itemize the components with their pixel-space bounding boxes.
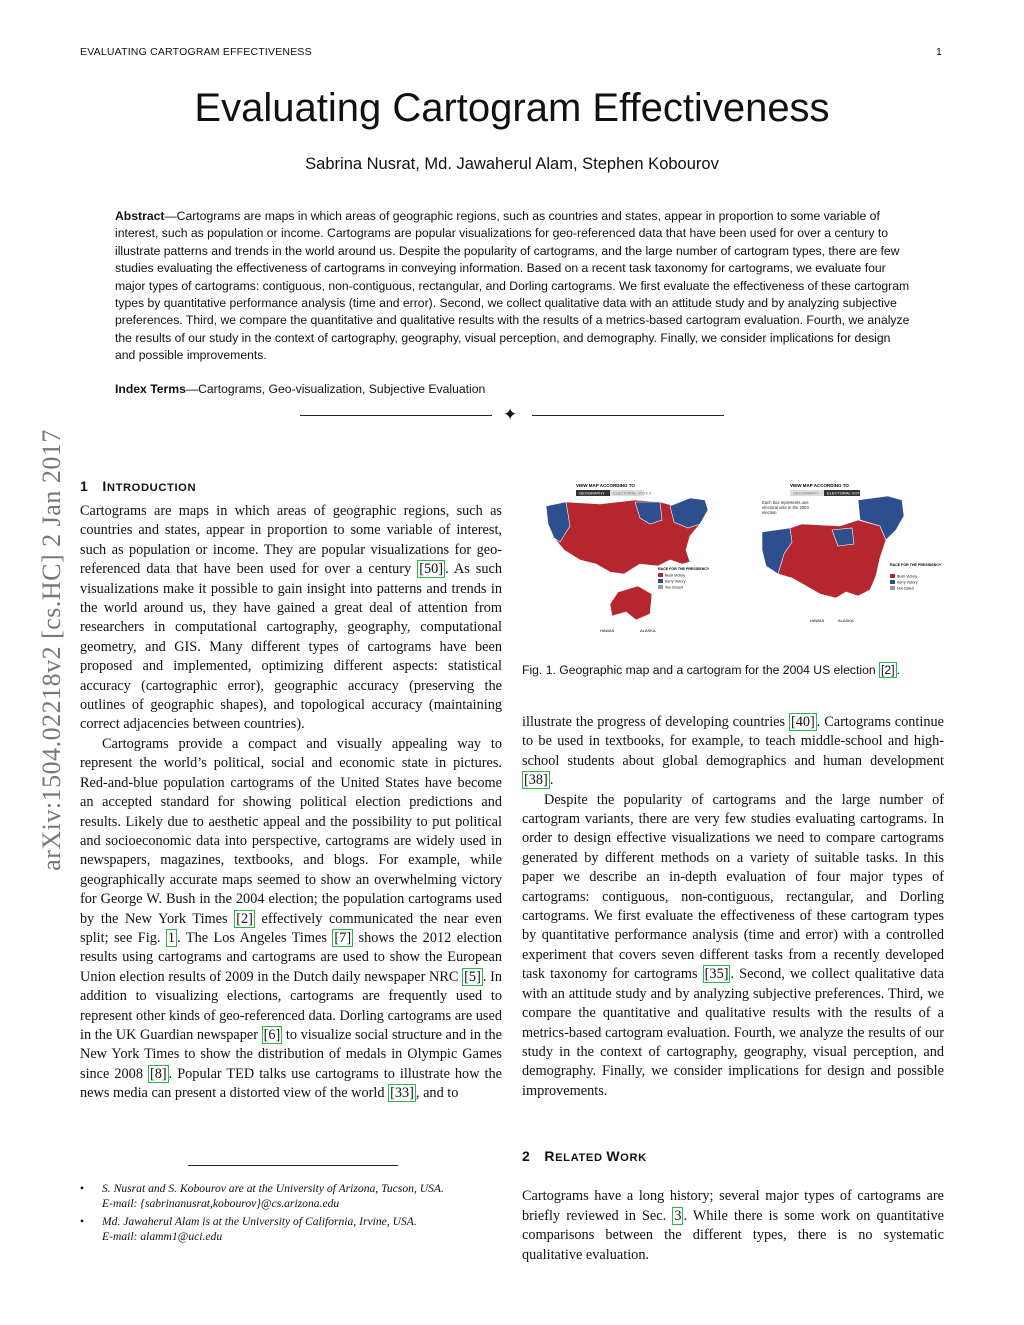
legend-swatch-gray [658,585,663,589]
abstract-label: Abstract [115,209,165,223]
section-title-rest: ELATED [555,1152,607,1164]
text-run: . As such visualizations make it possible to gain insight into patterns and trends in the world around us, they have gained a great deal of attention from researchers in computational cartography, geography, computational geometry, and GIS. Many different types of cartograms have been proposed and implemented, optimizing different aspects: statistical accuracy (cartographic error), geographic accuracy (preserving the outlines of geographic shapes), and topological accuracy (maintaining correct adjacencies between countries). [80,561,502,733]
caption-text: Fig. 1. Geographic map and a cartogram for the 2004 US election [522,663,880,677]
index-terms-label: Index Terms [115,382,186,396]
hawaii-label: HAWAII [810,618,824,623]
alaska-shape [610,586,652,620]
text-run: . While there is some work on quantitative comparisons between the different types, there is no systematic qualitative evaluation. [522,1207,944,1263]
tab-label: GEOGRAPHY [579,490,605,496]
running-head: EVALUATING CARTOGRAM EFFECTIVENESS [80,46,312,58]
arxiv-watermark: arXiv:1504.02218v2 [cs.HC] 2 Jan 2017 [37,429,66,871]
cartogram-note-box [762,500,822,524]
text-run: Cartograms are maps in which areas of geographic regions, such as countries and states, appear in proportion to some variable of interest, such as population or income. They are popular visualizations for geo-referenced data that have been used for over a century [80,503,502,578]
figure-ref-link[interactable]: 1 [167,929,176,946]
electoral-cartogram [762,483,942,623]
citation-link[interactable]: [8] [149,1065,167,1082]
alaska-label: ALASKA [838,618,854,623]
citation-link[interactable]: [2] [881,663,895,677]
page-number: 1 [936,46,942,58]
tab-label: ELECTORAL VOTES [827,490,866,496]
text-run: Cartograms have a long history; several major types of cartograms are briefly reviewed in Sec. [522,1188,944,1224]
text-run: . Popular TED talks use cartograms to illustrate how the news media can present a distorted view of the world [80,1065,502,1102]
right-column [522,713,944,1101]
section-title-rest: ORK [620,1152,647,1164]
footnote-item [80,1214,502,1244]
intro-paragraph-1 [80,502,502,735]
paper-title: Evaluating Cartogram Effectiveness [194,86,830,130]
abstract [115,208,910,365]
intro-paragraph-3 [522,713,944,791]
legend-label: Kerry Victory [897,580,918,585]
index-terms [115,382,485,396]
section-number: 2 [522,1148,531,1164]
divider-star-icon: ✦ [503,405,518,424]
left-column [80,502,502,1104]
legend-swatch-blue [658,579,663,583]
section-title-initial: I [102,478,107,494]
cartogram-note: Each box represents one electoral vote in the 2004 election [762,500,809,515]
text-run: to visualize social structure and in the New York Times to show the distribution of medals in Olympic Games since 2008 [80,1026,502,1082]
alaska-label: ALASKA [640,628,656,633]
citation-link[interactable]: [2] [236,910,253,927]
section-title-rest: NTRODUCTION [106,482,197,494]
map-header: VIEW MAP ACCORDING TO [790,483,849,488]
legend-swatch-red [890,574,895,578]
section-ref-link[interactable]: 3 [674,1207,682,1224]
footnote-rule [188,1165,398,1166]
figure-election-maps [540,480,950,640]
divider-line-left [300,415,492,416]
text-run: effectively communicated the near even split; see Fig. [80,910,502,946]
tab-label: ELECTORAL VOTES [613,490,652,496]
footnotes [80,1181,502,1247]
citation-link[interactable]: [38] [524,772,548,789]
legend-swatch-gray [890,586,895,590]
geographic-map [546,483,710,633]
text-run: illustrate the progress of developing countries [522,714,789,730]
related-work-paragraph-1 [522,1187,944,1265]
section-number: 1 [80,478,89,494]
index-terms-text: —Cartograms, Geo-visualization, Subjective Evaluation [185,382,486,396]
citation-link[interactable]: [5] [464,968,481,985]
text-run: . Cartograms continue to be used in textbooks, for example, to teach middle-school and high-school students about global demographics and human development [522,714,945,769]
legend-label: Kerry Victory [665,579,686,584]
tab-label: GEOGRAPHY [793,490,819,496]
intro-paragraph-2 [80,735,502,1104]
intro-paragraph-4 [522,791,944,1102]
author-list: Sabrina Nusrat, Md. Jawaherul Alam, Stephen Kobourov [305,155,719,173]
text-run: . [549,772,554,789]
section-heading-introduction [80,478,196,494]
citation-link[interactable]: [7] [334,929,352,946]
text-run: Cartograms provide a compact and visually appealing way to represent the world’s political, social and economic state in pictures. Red-and-blue population cartograms of the United States have become an accepted standard for showing political election predictions and results. Likely due to aesthetic appeal and the possibility to put political and socioeconomic data into perspective, cartograms are widely used in newspapers, magazines, textbooks, and blogs. For example, while geographically accurate maps seemed to show an overwhelming victory for George W. Bush in the 2004 election; the population cartograms used by the New York Times [80,735,502,927]
footnote-line: Md. Jawaherul Alam is at the University of California, Irvine, USA. [102,1215,417,1228]
legend-title: RACE FOR THE PRESIDENCY [658,567,710,571]
related-work-column [522,1173,944,1279]
legend-label: Too Closed [665,585,683,590]
citation-link[interactable]: [40] [790,714,815,730]
text-run: Despite the popularity of cartograms and the large number of cartogram variants, there are very few studies evaluating cartograms. In order to design effective visualizations we need to compare cartograms generated by different methods on a variety of suitable tasks. In this paper we describe an in-depth evaluation of four major types of cartograms: contiguous, non-contiguous, rectangular, and Dorling cartograms. We first evaluate the effectiveness of these cartogram types by quantitative performance analysis (time and error) with a controlled experiment that covers seven different tasks from a recently developed task taxonomy for cartograms [522,791,944,983]
legend-title: RACE FOR THE PRESIDENCY [890,563,942,567]
text-run: . Second, we collect qualitative data with an attitude study and by analyzing subjective preferences. Third, we compare the quantitative and qualitative results with the results of a metrics-based cartogram evaluation. Fourth, we analyze the results of our study in the context of cartography, geography, visual perception, and demography. Finally, we consider implications for design and possible improvements. [522,966,944,1099]
caption-text: . [896,663,900,677]
figure-caption [522,663,900,677]
text-run: . In addition to visualizing elections, cartograms are frequently used to represent other kinds of geo-referenced data. Dorling cartograms are used in the UK Guardian newspaper [80,968,503,1043]
bullet-icon: • [80,1182,85,1195]
footnote-item [80,1181,502,1211]
legend-label: Not Called [897,586,914,591]
section-title-initial: W [606,1148,621,1164]
divider-line-right [532,415,724,416]
citation-link[interactable]: [35] [704,966,729,983]
legend-label: Bush Victory [897,574,918,579]
text-run: , and to [415,1085,459,1102]
section-heading-related-work [522,1148,647,1164]
hawaii-label: HAWAII [600,628,614,633]
citation-link[interactable]: [33] [390,1085,414,1102]
abstract-text: —Cartograms are maps in which areas of geographic regions, such as countries and states, appear in proportion to some variable of interest, such as population or income. Cartograms are popular visualizations for geo-referenced data that have been used for over a century to illustrate patterns and trends in the world around us. Despite the popularity of cartograms, and the large number of cartogram types, there are few studies evaluating the effectiveness of cartograms in conveying information. Based on a recent task taxonomy for cartograms, we evaluate four major types of cartograms: contiguous, non-contiguous, rectangular, and Dorling cartograms. We first evaluate the effectiveness of these cartogram types by quantitative performance analysis (time and error). Second, we collect qualitative data with an attitude study and by analyzing subjective preferences. Third, we compare the quantitative and qualitative results with the results of a metrics-based cartogram evaluation. Fourth, we analyze the results of our study in the context of cartography, geography, visual perception, and demography. Finally, we consider implications for design and possible improvements. [115,209,910,363]
text-run: shows the 2012 election results using cartograms and cartograms are used to show the European Union election results of 2009 in the Dutch daily newspaper NRC [80,929,502,985]
section-divider [300,406,724,426]
section-title-initial: R [544,1148,556,1164]
footnote-email: E-mail: {sabrinanusrat,kobourov}@cs.arizona.edu [102,1197,340,1210]
legend-swatch-blue [890,580,895,584]
footnote-line: S. Nusrat and S. Kobourov are at the University of Arizona, Tucson, USA. [102,1182,444,1195]
text-run: . The Los Angeles Times [177,929,333,946]
map-header: VIEW MAP ACCORDING TO [576,483,635,488]
legend-swatch-red [658,573,663,577]
citation-link[interactable]: [6] [263,1026,281,1043]
citation-link[interactable]: [50] [419,561,444,578]
footnote-email: E-mail: alamm1@uci.edu [102,1230,223,1243]
legend-label: Bush Victory [665,573,686,578]
bullet-icon: • [80,1215,85,1228]
